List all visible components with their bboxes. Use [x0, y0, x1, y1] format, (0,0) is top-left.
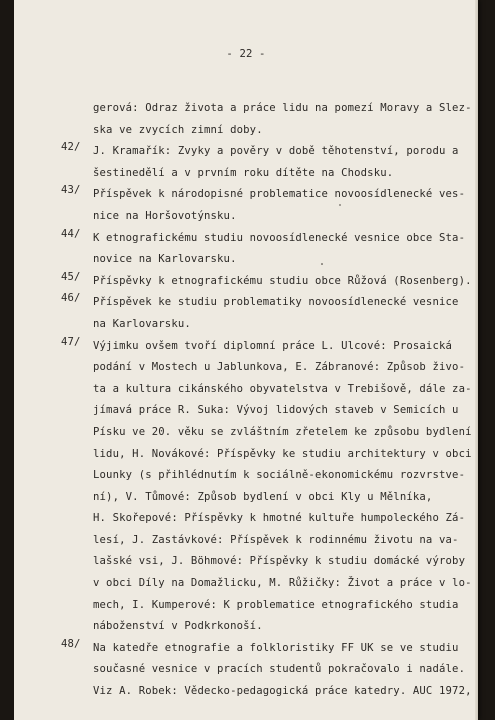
footnote-text-line: Příspěvek ke studiu problematiky novoosídlenecké vesnice [93, 296, 459, 309]
footnote-text-line: jímavá práce R. Suka: Vývoj lidových staveb v Semicích u [93, 404, 459, 417]
footnote-text-line: ní), V. Tůmové: Způsob bydlení v obci Kly u Mělníka, [93, 490, 433, 503]
footnote-text-line: na Karlovarsku. [93, 317, 191, 330]
footnote-45 [14, 271, 478, 293]
footnote-text-line: J. Kramařík: Zvyky a pověry v době těhotenství, porodu a [93, 145, 459, 158]
footnote-number: 43/ [61, 184, 81, 197]
footnote-text-line: Příspěvky k etnografickému studiu obce Růžová (Rosenberg). [93, 274, 472, 287]
footnote-text-line: lašské vsi, J. Böhmové: Příspěvky k studiu domácké výroby [93, 555, 466, 568]
footnote-42 [14, 141, 478, 184]
footnotes-list [14, 98, 478, 703]
footnote-47 [14, 336, 478, 638]
footnote-text-line: současné vesnice v pracích studentů pokračovalo i nadále. [93, 663, 466, 676]
footnote-number: 42/ [61, 141, 81, 154]
footnote-number: 47/ [61, 335, 81, 348]
footnote-text-line: K etnografickému studiu novoosídlenecké vesnice obce Sta- [93, 231, 466, 244]
footnote-text-line: ta a kultura cikánského obyvatelstva v Trebišově, dále za- [93, 382, 472, 395]
footnote-number: 46/ [61, 292, 81, 305]
footnote-text-line: podání v Mostech u Jablunkova, E. Zábranové: Způsob živo- [93, 361, 466, 374]
page-number: - 22 - [226, 48, 266, 60]
footnote-43 [14, 184, 478, 227]
footnote-text-line: Lounky (s přihlédnutím k sociálně-ekonomickému rozvrstve- [93, 469, 466, 482]
footnote-text-line: Na katedře etnografie a folkloristiky FF UK se ve studiu [93, 641, 459, 654]
paper-speck [339, 204, 341, 206]
footnote-text-line: Výjimku ovšem tvoří diplomní práce L. Ulcové: Prosaická [93, 339, 453, 352]
footnote-text-line: Viz A. Robek: Vědecko-pedagogická práce katedry. AUC 1972, [93, 685, 472, 698]
footnote-text-line: mech, I. Kumperové: K problematice etnografického studia [93, 598, 459, 611]
footnote-text-line: šestinedělí a v prvním roku dítěte na Chodsku. [93, 166, 394, 179]
document-page [14, 0, 478, 720]
footnote-number: 48/ [61, 637, 81, 650]
footnote-44 [14, 228, 478, 271]
paper-speck [321, 263, 323, 265]
footnote-48 [14, 638, 478, 703]
footnote-text-line: lesí, J. Zastávkové: Příspěvek k rodinnému životu na va- [93, 533, 459, 546]
footnote-text-line: gerová: Odraz života a práce lidu na pomezí Moravy a Slez- [93, 102, 472, 114]
footnote-number: 45/ [61, 270, 81, 283]
footnote-text-line: v obci Díly na Domažlicku, M. Růžičky: Život a práce v lo- [93, 577, 472, 590]
footnote-text-line: Písku ve 20. věku se zvláštním zřetelem ke způsobu bydlení [93, 425, 472, 438]
footnote-text-line: H. Skořepové: Příspěvky k hmotné kultuře humpoleckého Zá- [93, 512, 466, 525]
footnote-text-line: lidu, H. Novákové: Příspěvky ke studiu architektury v obci [93, 447, 472, 460]
footnote-text-line: Příspěvek k národopisné problematice novoosídlenecké ves- [93, 188, 466, 201]
footnote-46 [14, 292, 478, 335]
footnote-text-line: nice na Horšovotýnsku. [93, 209, 237, 222]
footnote-text-line: náboženství v Podkrkonoší. [93, 620, 263, 633]
footnote-text-line: novice na Karlovarsku. [93, 253, 237, 266]
footnote-text-line: ska ve zvycích zimní doby. [93, 123, 263, 136]
footnote-continuation [14, 98, 478, 141]
footnote-number: 44/ [61, 227, 81, 240]
